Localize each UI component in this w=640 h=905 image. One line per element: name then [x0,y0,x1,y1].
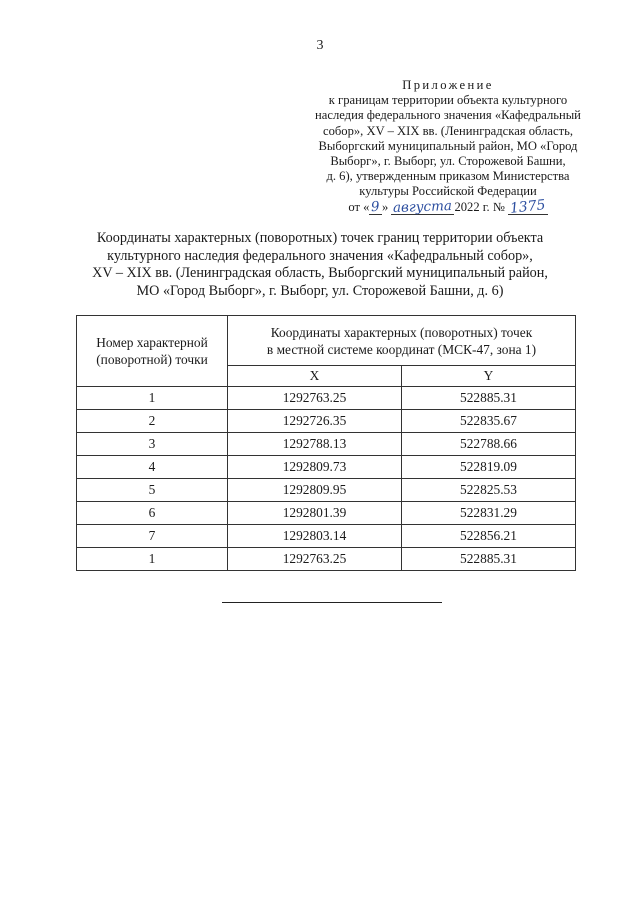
coordinates-table [76,315,576,571]
y-cell: 522885.31 [402,548,576,571]
order-prefix: от « [348,199,370,214]
appendix-line: Выборгский муниципальный район, МО «Город [318,138,578,153]
appendix-line: собор», XV – XIX вв. (Ленинградская область, [323,123,573,138]
point-number-cell: 1 [77,387,228,410]
x-cell: 1292809.95 [228,479,402,502]
x-cell: 1292801.39 [228,502,402,525]
title-line: МО «Город Выборг», г. Выборг, ул. Сторожевой Башни, д. 6) [136,282,504,299]
title-line: Координаты характерных (поворотных) точек границ территории объекта [96,230,544,246]
order-date-line [306,196,590,217]
appendix-line: Выборг», г. Выборг, ул. Сторожевой Башни, [330,154,566,169]
table-row [77,387,576,410]
point-number-cell: 7 [77,525,228,548]
appendix-line: к границам территории объекта культурного [328,93,568,108]
appendix-line: культуры Российской Федерации [359,184,537,199]
point-number-cell: 4 [77,456,228,479]
table-row [77,502,576,525]
y-cell: 522835.67 [402,410,576,433]
table-header-row [77,316,576,366]
title-line: культурного наследия федерального значения «Кафедральный собор», [107,247,533,264]
table-row [77,479,576,502]
closing-separator-line [222,602,442,603]
appendix-line: д. 6), утвержденным приказом Министерства [326,169,570,184]
x-cell: 1292788.13 [228,433,402,456]
y-cell: 522885.31 [402,387,576,410]
table-row [77,433,576,456]
document-title [70,230,570,300]
point-number-cell: 6 [77,502,228,525]
x-cell: 1292803.14 [228,525,402,548]
y-cell: 522788.66 [402,433,576,456]
y-cell: 522819.09 [402,456,576,479]
title-line: XV – XIX вв. (Ленинградская область, Выборгский муниципальный район, [92,265,548,282]
appendix-heading: Приложение [402,78,494,92]
table-row [77,548,576,571]
x-cell: 1292763.25 [228,548,402,571]
handwritten-day: 9 [370,198,381,215]
coordinates-header: Координаты характерных (поворотных) точек в местной системе координат (МСК-47, зона 1) [228,316,576,366]
table-row [77,410,576,433]
order-quote-close: » [382,199,389,214]
point-number-cell: 3 [77,433,228,456]
page-number: 3 [316,38,324,53]
point-number-cell: 2 [77,410,228,433]
point-number-cell: 1 [77,548,228,571]
y-column-header: Y [402,366,576,387]
y-cell: 522825.53 [402,479,576,502]
x-column-header: X [228,366,402,387]
y-cell: 522856.21 [402,525,576,548]
appendix-line: наследия федерального значения «Кафедральный [315,108,581,123]
point-number-header: Номер характерной (поворотной) точки [77,316,228,387]
x-cell: 1292809.73 [228,456,402,479]
table-row [77,525,576,548]
x-cell: 1292726.35 [228,410,402,433]
y-cell: 522831.29 [402,502,576,525]
appendix-block [306,78,590,215]
table-row [77,456,576,479]
handwritten-month: августа [393,197,453,216]
x-cell: 1292763.25 [228,387,402,410]
handwritten-order-number: 1375 [509,196,547,217]
point-number-cell: 5 [77,479,228,502]
order-year: 2022 г. № [454,199,505,214]
